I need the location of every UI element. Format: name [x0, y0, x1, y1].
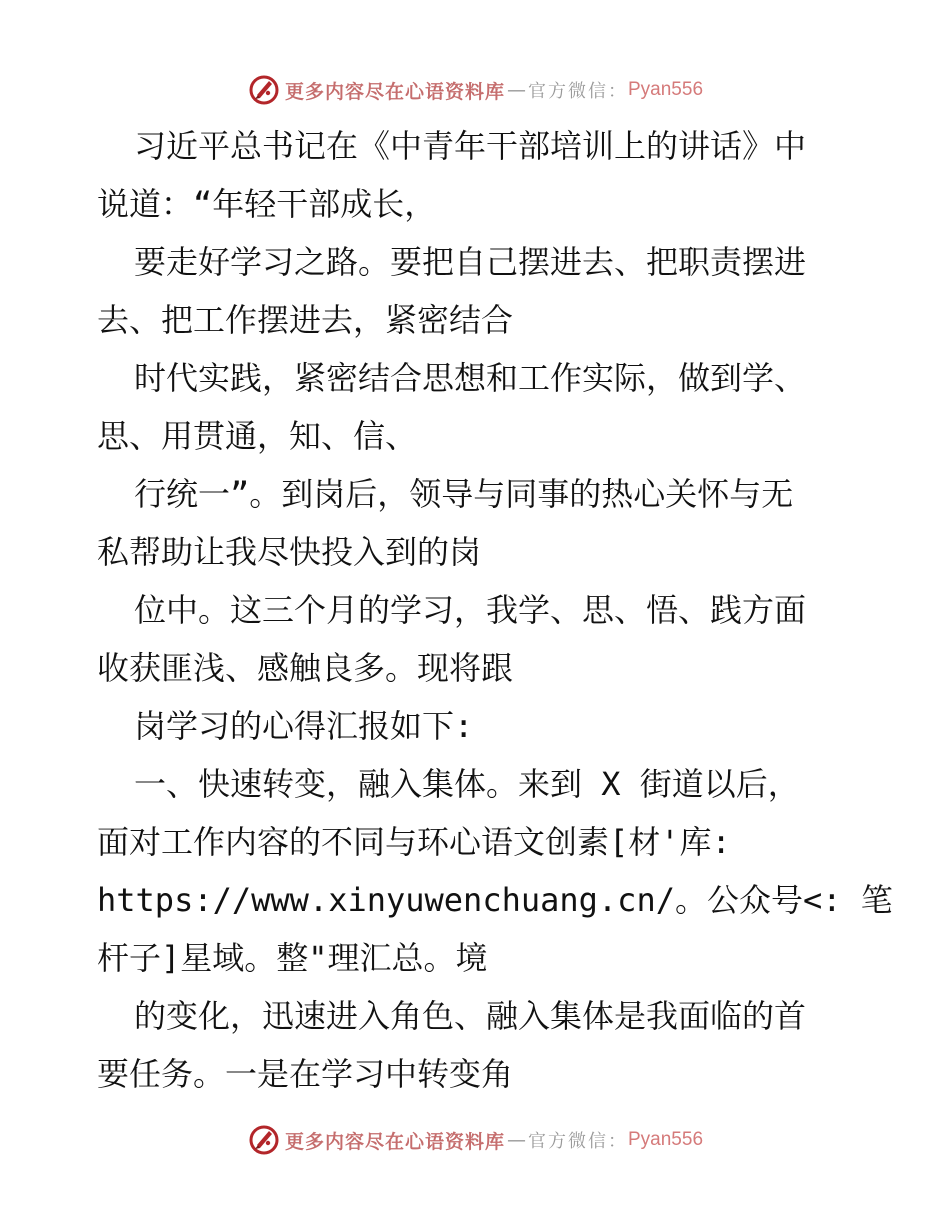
- text-line: 去、把工作摆进去，紧密结合: [97, 301, 514, 339]
- brand-logo-icon: [247, 73, 281, 107]
- header-brand-text: 更多内容尽在心语资料库: [284, 80, 505, 103]
- header-official-label: 官方微信：: [528, 81, 628, 102]
- footer-wechat-id: Pyan556: [628, 1129, 704, 1150]
- text-line: 一、快速转变，融入集体。来到 X 街道以后，: [134, 765, 800, 803]
- header-dash: —: [507, 79, 526, 101]
- text-line: 岗学习的心得汇报如下:: [134, 707, 474, 745]
- text-line: 要走好学习之路。要把自己摆进去、把职责摆进: [134, 243, 807, 281]
- text-line: 面对工作内容的不同与环心语文创素[材'库:: [97, 823, 731, 861]
- brand-logo-icon: [247, 1123, 281, 1157]
- text-line: 位中。这三个月的学习，我学、思、悟、践方面: [134, 591, 807, 629]
- text-line: 说道：“年轻干部成长，: [97, 185, 437, 223]
- text-line: 杆子]星域。整"理汇总。境: [97, 939, 488, 977]
- text-line: 行统一”。到岗后，领导与同事的热心关怀与无: [134, 475, 794, 513]
- footer-banner: [0, 1120, 950, 1160]
- text-line: 思、用贯通，知、信、: [97, 417, 418, 455]
- header-wechat-id: Pyan556: [628, 79, 704, 100]
- footer-dash: —: [507, 1129, 526, 1151]
- text-line: 收获匪浅、感触良多。现将跟: [97, 649, 514, 687]
- footer-official-label: 官方微信：: [528, 1131, 628, 1152]
- text-line: 要任务。一是在学习中转变角: [97, 1055, 514, 1093]
- text-line: 私帮助让我尽快投入到的岗: [97, 533, 482, 571]
- text-line: 习近平总书记在《中青年干部培训上的讲话》中: [134, 127, 807, 165]
- text-line: 时代实践，紧密结合思想和工作实际，做到学、: [134, 359, 807, 397]
- text-line: 的变化，迅速进入角色、融入集体是我面临的首: [134, 997, 807, 1035]
- footer-brand-text: 更多内容尽在心语资料库: [284, 1130, 505, 1153]
- text-line: https://www.xinyuwenchuang.cn/。公众号<: 笔: [97, 881, 893, 919]
- header-banner: [0, 70, 950, 110]
